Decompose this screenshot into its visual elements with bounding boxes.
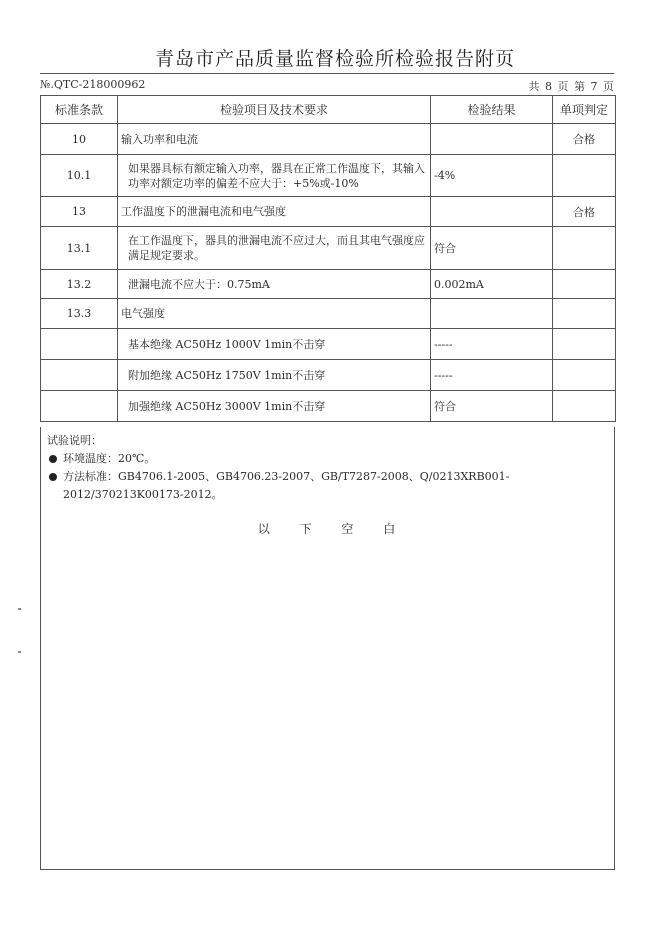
result-cell: 符合 (431, 391, 553, 422)
inspection-table (40, 95, 616, 422)
verdict-cell: 合格 (553, 124, 616, 155)
requirement-cell: 加强绝缘 AC50Hz 3000V 1min不击穿 (118, 391, 431, 422)
table-row (41, 329, 616, 360)
verdict-cell (553, 155, 616, 197)
table-row (41, 270, 616, 299)
column-header-result: 检验结果 (431, 96, 553, 124)
requirement-cell: 如果器具标有额定输入功率，器具在正常工作温度下，其输入功率对额定功率的偏差不应大于：+5%或-10% (118, 155, 431, 197)
clause-cell: 10.1 (41, 155, 118, 197)
verdict-cell (553, 391, 616, 422)
column-header-clause: 标准条款 (41, 96, 118, 124)
requirement-cell: 电气强度 (118, 299, 431, 329)
clause-cell: 13.3 (41, 299, 118, 329)
table-header-row (41, 96, 616, 124)
clause-cell (41, 360, 118, 391)
requirement-cell: 输入功率和电流 (118, 124, 431, 155)
result-cell: ----- (431, 329, 553, 360)
bullet-icon (49, 455, 57, 463)
report-title: 青岛市产品质量监督检验所检验报告附页 (154, 48, 515, 70)
note-text: 方法标准：GB4706.1-2005、GB4706.23-2007、GB/T7287-2008、Q/0213XRB001-2012/370213K00173-2012。 (63, 470, 510, 501)
clause-cell (41, 329, 118, 360)
scan-speck (18, 651, 21, 653)
clause-cell: 10 (41, 124, 118, 155)
verdict-cell (553, 299, 616, 329)
blank-below-marker: 以 下 空 白 (257, 522, 398, 536)
clause-cell: 13.2 (41, 270, 118, 299)
bullet-icon (49, 473, 57, 481)
report-number: №.QTC-218000962 (40, 78, 146, 91)
requirement-cell: 工作温度下的泄漏电流和电气强度 (118, 197, 431, 227)
note-text: 环境温度：20℃。 (63, 452, 156, 465)
table-row (41, 124, 616, 155)
verdict-cell (553, 270, 616, 299)
result-cell (431, 197, 553, 227)
requirement-cell: 在工作温度下，器具的泄漏电流不应过大，而且其电气强度应满足规定要求。 (118, 227, 431, 270)
table-row (41, 299, 616, 329)
verdict-cell (553, 360, 616, 391)
result-cell (431, 299, 553, 329)
result-cell: ----- (431, 360, 553, 391)
column-header-verdict: 单项判定 (553, 96, 616, 124)
requirement-cell: 泄漏电流不应大于：0.75mA (118, 270, 431, 299)
clause-cell: 13.1 (41, 227, 118, 270)
result-cell: 0.002mA (431, 270, 553, 299)
requirement-cell: 附加绝缘 AC50Hz 1750V 1min不击穿 (118, 360, 431, 391)
clause-cell (41, 391, 118, 422)
table-row (41, 391, 616, 422)
note-item (47, 450, 608, 468)
requirement-cell: 基本绝缘 AC50Hz 1000V 1min不击穿 (118, 329, 431, 360)
note-item (47, 468, 608, 504)
result-cell: -4% (431, 155, 553, 197)
test-notes-section (40, 427, 615, 870)
table-row (41, 155, 616, 197)
result-cell (431, 124, 553, 155)
table-row (41, 197, 616, 227)
clause-cell: 13 (41, 197, 118, 227)
title-underline (40, 73, 614, 74)
scan-speck (18, 608, 21, 610)
verdict-cell (553, 227, 616, 270)
verdict-cell: 合格 (553, 197, 616, 227)
verdict-cell (553, 329, 616, 360)
notes-heading: 试验说明： (47, 434, 102, 447)
column-header-requirement: 检验项目及技术要求 (118, 96, 431, 124)
table-row (41, 360, 616, 391)
page-info: 共 8 页 第 7 页 (528, 80, 614, 93)
result-cell: 符合 (431, 227, 553, 270)
table-row (41, 227, 616, 270)
